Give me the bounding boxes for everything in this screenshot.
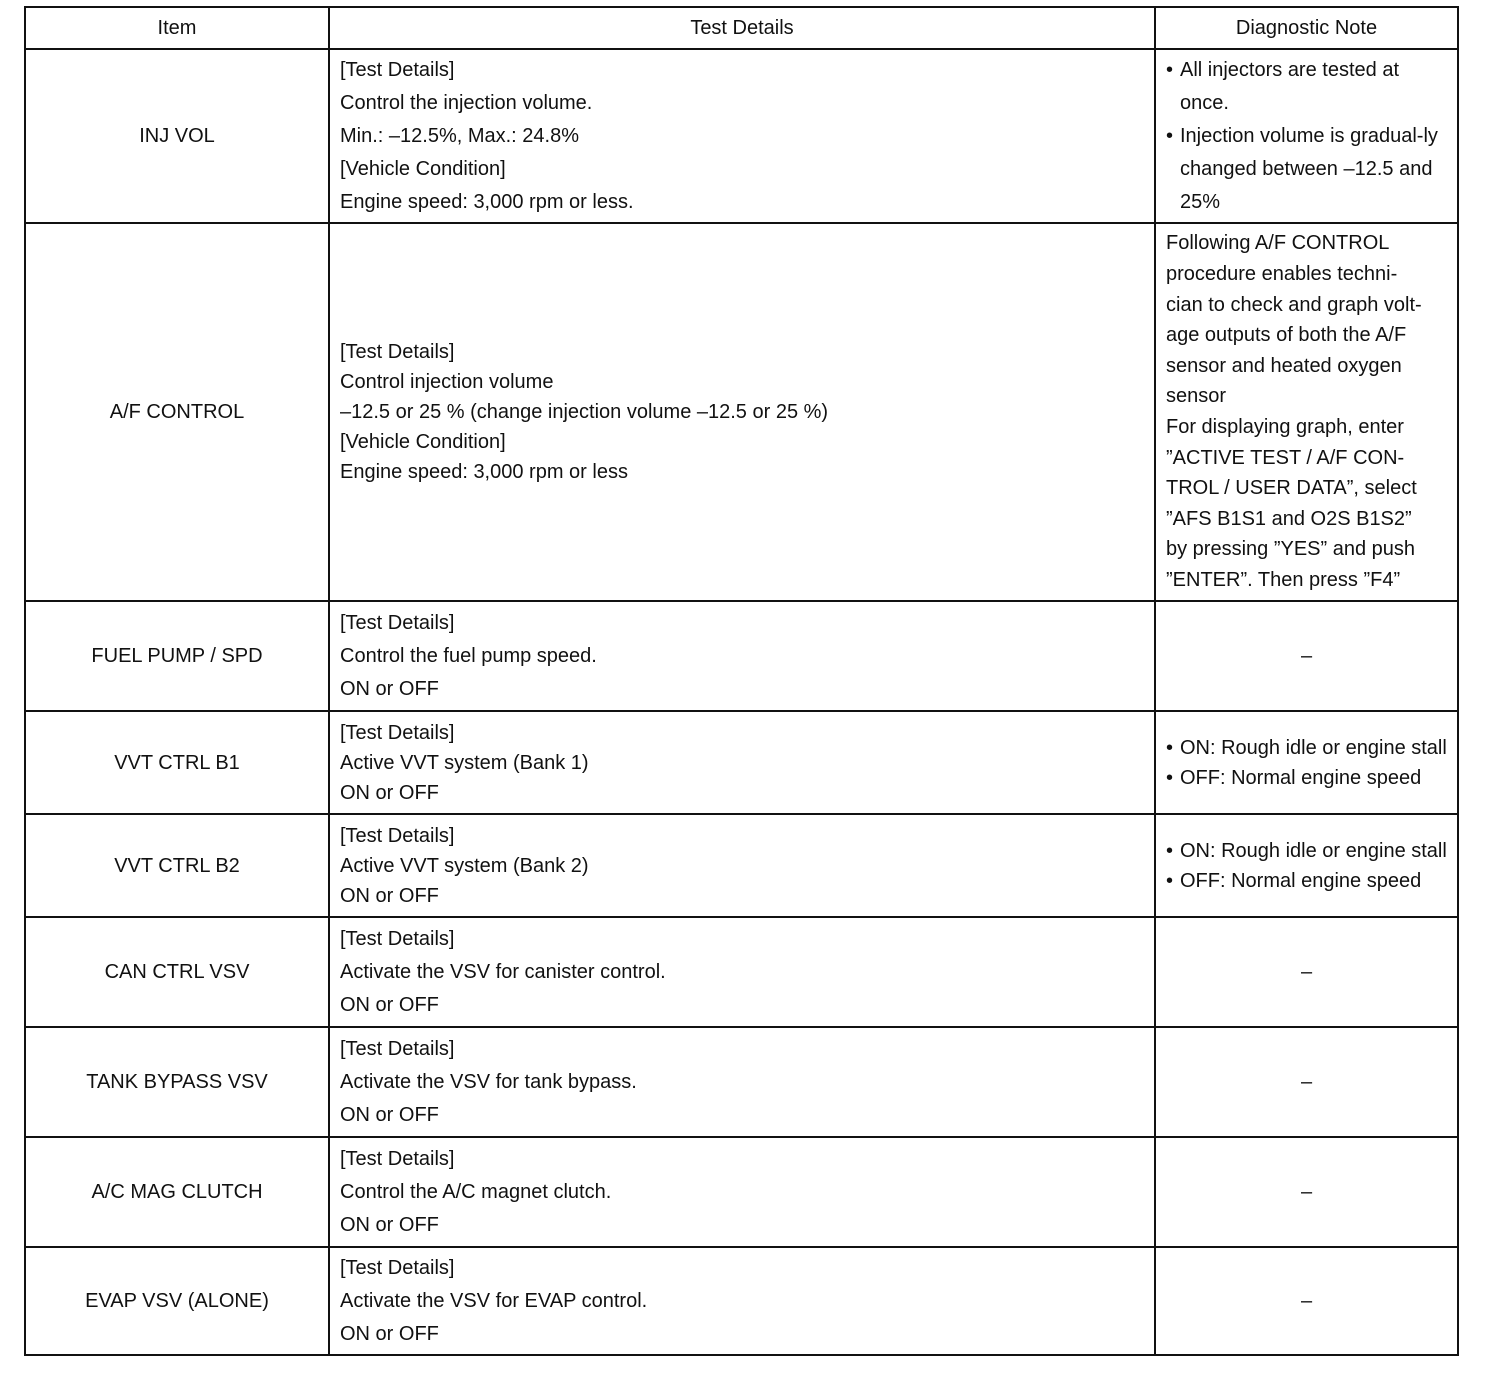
details-cell [329, 917, 1155, 1027]
note-line: procedure enables techni- [1166, 263, 1398, 286]
header-item: Item [25, 7, 329, 49]
details-line: Activate the VSV for EVAP control. [340, 1289, 648, 1312]
note-line: ”ENTER”. Then press ”F4” [1166, 568, 1401, 591]
details-line: Control injection volume [340, 371, 554, 393]
details-line: ON or OFF [340, 1103, 439, 1126]
details-line: Engine speed: 3,000 rpm or less [340, 461, 628, 483]
details-line: [Test Details] [340, 341, 455, 363]
details-line: [Vehicle Condition] [340, 157, 506, 180]
note-line: by pressing ”YES” and push [1166, 538, 1416, 561]
details-cell [329, 711, 1155, 814]
details-line: [Test Details] [340, 824, 455, 847]
table-row [25, 49, 1458, 223]
details-line: ON or OFF [340, 993, 439, 1016]
item-cell: VVT CTRL B2 [25, 814, 329, 917]
note-cell: – [1155, 1247, 1458, 1355]
note-cell: – [1155, 601, 1458, 711]
details-line: [Vehicle Condition] [340, 431, 506, 453]
details-line: [Test Details] [340, 1147, 455, 1170]
details-line: Control the A/C magnet clutch. [340, 1180, 612, 1203]
item-cell: FUEL PUMP / SPD [25, 601, 329, 711]
details-line: [Test Details] [340, 927, 455, 950]
note-bullet: • ON: Rough idle or engine stall [1166, 836, 1447, 866]
note-line: For displaying graph, enter [1166, 416, 1404, 438]
note-line: cian to check and graph volt- [1166, 293, 1422, 316]
note-bullet: • OFF: Normal engine speed [1166, 763, 1447, 793]
note-bullet: • ON: Rough idle or engine stall [1166, 733, 1447, 763]
table-row [25, 1137, 1458, 1247]
note-line: TROL / USER DATA”, select [1166, 477, 1417, 500]
note-line: age outputs of both the A/F [1166, 324, 1407, 347]
table-row [25, 223, 1458, 601]
details-line: [Test Details] [340, 611, 455, 634]
details-cell [329, 601, 1155, 711]
note-line: ”ACTIVE TEST / A/F CON- [1166, 446, 1405, 469]
item-cell: INJ VOL [25, 49, 329, 223]
note-bullet: • Injection volume is gradual-ly changed between –12.5 and 25% [1166, 120, 1447, 219]
table-row [25, 814, 1458, 917]
note-cell [1155, 814, 1458, 917]
table-row [25, 1247, 1458, 1355]
details-cell [329, 814, 1155, 917]
note-bullet: • OFF: Normal engine speed [1166, 866, 1447, 896]
details-cell [329, 49, 1155, 223]
details-line: ON or OFF [340, 677, 439, 700]
details-line: Activate the VSV for tank bypass. [340, 1070, 637, 1093]
item-cell: CAN CTRL VSV [25, 917, 329, 1027]
details-line: ON or OFF [340, 884, 439, 907]
details-cell [329, 1137, 1155, 1247]
details-cell [329, 223, 1155, 601]
note-cell [1155, 711, 1458, 814]
item-cell: A/C MAG CLUTCH [25, 1137, 329, 1247]
item-cell: A/F CONTROL [25, 223, 329, 601]
details-line: [Test Details] [340, 58, 455, 81]
note-cell [1155, 223, 1458, 601]
note-cell: – [1155, 1137, 1458, 1247]
note-line: Following A/F CONTROL [1166, 232, 1390, 255]
details-line: ON or OFF [340, 781, 439, 804]
item-cell: VVT CTRL B1 [25, 711, 329, 814]
header-diagnostic-note: Diagnostic Note [1155, 7, 1458, 49]
header-test-details: Test Details [329, 7, 1155, 49]
active-test-table [24, 6, 1459, 1356]
table-row [25, 1027, 1458, 1137]
details-line: [Test Details] [340, 721, 455, 744]
details-line: Activate the VSV for canister control. [340, 960, 666, 983]
details-line: Control the injection volume. [340, 91, 593, 114]
table-row [25, 917, 1458, 1027]
note-cell: – [1155, 1027, 1458, 1137]
table-row [25, 711, 1458, 814]
details-line: Control the fuel pump speed. [340, 644, 597, 667]
details-line: Min.: –12.5%, Max.: 24.8% [340, 124, 580, 147]
table-row [25, 601, 1458, 711]
details-line: Active VVT system (Bank 2) [340, 854, 589, 877]
note-cell [1155, 49, 1458, 223]
details-line: ON or OFF [340, 1322, 439, 1345]
details-line: [Test Details] [340, 1256, 455, 1279]
details-line: ON or OFF [340, 1213, 439, 1236]
note-line: sensor [1166, 385, 1227, 408]
item-cell: TANK BYPASS VSV [25, 1027, 329, 1137]
details-line: Active VVT system (Bank 1) [340, 751, 589, 774]
details-line: [Test Details] [340, 1037, 455, 1060]
item-cell: EVAP VSV (ALONE) [25, 1247, 329, 1355]
details-cell [329, 1247, 1155, 1355]
note-cell: – [1155, 917, 1458, 1027]
details-cell [329, 1027, 1155, 1137]
note-line: sensor and heated oxygen [1166, 354, 1402, 377]
details-line: –12.5 or 25 % (change injection volume –12.5 or 25 %) [340, 401, 829, 423]
details-line: Engine speed: 3,000 rpm or less. [340, 190, 634, 213]
note-line: ”AFS B1S1 and O2S B1S2” [1166, 507, 1412, 530]
table-header-row [25, 7, 1458, 49]
note-bullet: • All injectors are tested at once. [1166, 54, 1447, 120]
